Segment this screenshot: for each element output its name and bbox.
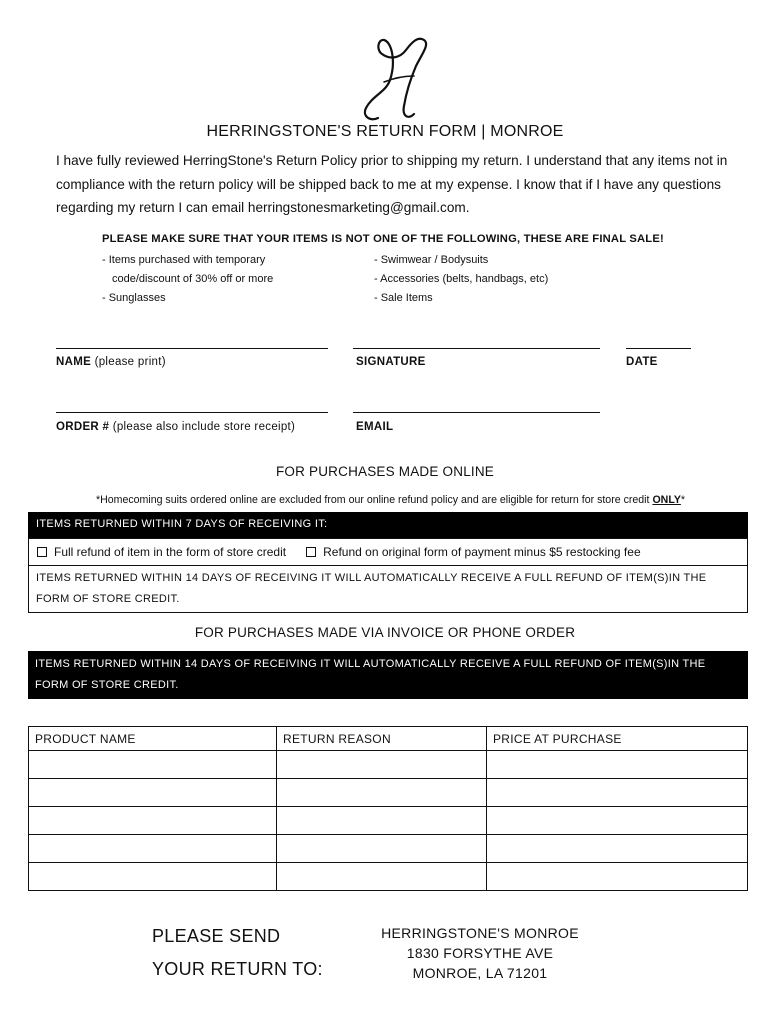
original-payment-checkbox[interactable] [306,547,316,557]
return-items-table [28,726,748,891]
column-header: RETURN REASON [277,727,487,751]
signature-field[interactable] [353,348,600,349]
product-name-cell[interactable] [29,807,277,835]
address-city: MONROE, LA 71201 [412,965,548,981]
product-name-cell[interactable] [29,835,277,863]
email-field[interactable] [353,412,600,413]
list-item: - Sunglasses [102,292,166,304]
list-item: - Items purchased with temporary [102,254,266,266]
product-name-cell[interactable] [29,863,277,891]
address-name: HERRINGSTONE'S MONROE [381,925,579,941]
store-credit-checkbox[interactable] [37,547,47,557]
date-field[interactable] [626,348,691,349]
store-credit-label: Full refund of item in the form of store credit [54,545,287,559]
return-address [360,923,600,983]
policy-acknowledgement: I have fully reviewed HerringStone's Return Policy prior to shipping my return. I understand that any items not in compliance with the return policy will be shipped back to me at my expense. I know that if I have any questions regarding my return I can email herringstonesmarketing@gmail.com. [56,153,728,215]
list-item: code/discount of 30% off or more [112,273,274,285]
address-street: 1830 FORSYTHE AVE [406,945,554,961]
final-sale-heading: PLEASE MAKE SURE THAT YOUR ITEMS IS NOT ONE OF THE FOLLOWING, THESE ARE FINAL SALE! [102,233,664,245]
invoice-policy [28,651,748,699]
invoice-section-title: FOR PURCHASES MADE VIA INVOICE OR PHONE ORDER [194,625,576,640]
list-item: - Sale Items [374,292,433,304]
list-item: - Swimwear / Bodysuits [374,254,489,266]
column-header: PRODUCT NAME [29,727,277,751]
return-reason-cell[interactable] [277,751,487,779]
herringstone-logo [340,30,440,125]
date-label: DATE [626,356,658,368]
return-reason-cell[interactable] [277,863,487,891]
seven-days-header: ITEMS RETURNED WITHIN 7 DAYS OF RECEIVING IT: [28,512,748,538]
table-row [29,863,748,891]
table-row [29,751,748,779]
invoice-line1: ITEMS RETURNED WITHIN 14 DAYS OF RECEIVING IT WILL AUTOMATICALLY RECEIVE A FULL REFUND OF ITEM(S)IN THE [35,658,706,670]
final-sale-list-right [374,251,634,308]
product-name-cell[interactable] [29,779,277,807]
online-section-title: FOR PURCHASES MADE ONLINE [275,464,495,479]
price-cell[interactable] [487,835,748,863]
price-cell[interactable] [487,751,748,779]
price-cell[interactable] [487,779,748,807]
return-reason-cell[interactable] [277,779,487,807]
page-title: HERRINGSTONE'S RETURN FORM | MONROE [206,123,564,140]
invoice-line2: FORM OF STORE CREDIT. [35,679,179,691]
original-payment-label: Refund on original form of payment minus $5 restocking fee [323,545,641,559]
order-number-field[interactable] [56,412,328,413]
send-return-line2: YOUR RETURN TO: [152,959,323,979]
column-header: PRICE AT PURCHASE [487,727,748,751]
name-field[interactable] [56,348,328,349]
table-header-row [29,727,748,751]
table-row [29,835,748,863]
product-name-cell[interactable] [29,751,277,779]
refund-options-row [28,538,748,566]
price-cell[interactable] [487,807,748,835]
return-reason-cell[interactable] [277,835,487,863]
homecoming-note: *Homecoming suits ordered online are excluded from our online refund policy and are eligible for return for store credit ONLY* [95,494,686,506]
signature-label: SIGNATURE [356,356,426,368]
list-item: - Accessories (belts, handbags, etc) [374,273,549,285]
fourteen-days-line2: FORM OF STORE CREDIT. [36,593,180,605]
table-row [29,807,748,835]
send-return-line1: PLEASE SEND [152,926,281,946]
order-number-label: ORDER # (please also include store receipt) [56,421,296,433]
return-reason-cell[interactable] [277,807,487,835]
fourteen-days-online [28,566,748,613]
name-label: NAME (please print) [56,356,166,368]
final-sale-list-left [102,251,352,308]
fourteen-days-line1: ITEMS RETURNED WITHIN 14 DAYS OF RECEIVING IT WILL AUTOMATICALLY RECEIVE A FULL REFUND OF ITEM(S)IN THE [36,572,707,584]
table-row [29,779,748,807]
email-label: EMAIL [356,421,394,433]
price-cell[interactable] [487,863,748,891]
